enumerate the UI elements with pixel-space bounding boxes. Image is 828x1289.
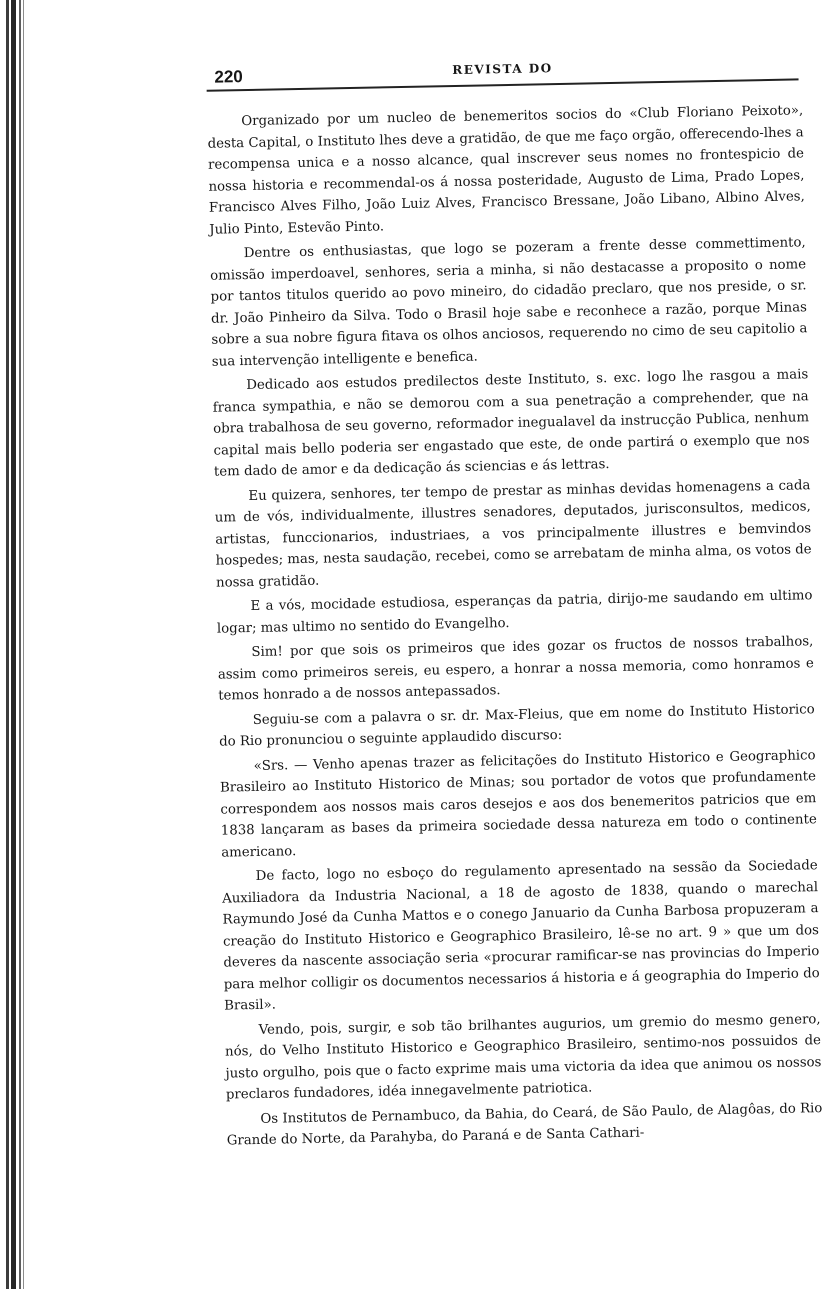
running-head: REVISTA DO bbox=[452, 61, 553, 78]
page-header bbox=[206, 48, 806, 88]
spine-edge-line bbox=[19, 0, 21, 1289]
page-number: 220 bbox=[214, 67, 243, 87]
paragraph: «Srs. — Venho apenas trazer as felicitações do Instituto Historico e Geographico Brasileiro ao Instituto Historico de Minas; sou portador de votos que profundamente correspondem aos nossos mais caros desejos e aos dos benemeritos patricios que em 1838 lançaram as bases da primeira sociedade dessa natureza em todo o continente americano. bbox=[219, 747, 817, 861]
paragraph: Eu quizera, senhores, ter tempo de prestar as minhas devidas homenagens a cada um de vós, individualmente, illustres senadores, deputados, jurisconsultos, medicos, artistas, funccionarios, industriaes, a vos principalmente illustres e bemvindos hospedes; mas, nesta saudação, recebei, como se arrebatam de minha alma, os votos de nossa gratidão. bbox=[214, 477, 812, 591]
paragraph: Dentre os enthusiastas, que logo se pozeram a frente desse commettimento, omissão imperdoavel, senhores, seria a minha, si não destacasse a proposito o nome por tantos titulos querido ao povo mineiro, do cidadão preclaro, que nos preside, o sr. dr. João Pinheiro da Silva. Todo o Brasil hoje sabe e reconhece a razão, porque Minas sobre a sua nobre figura fitava os olhos anciosos, requerendo no cimo de seu capitolio a sua intervenção intelligente e benefica. bbox=[210, 235, 808, 370]
paragraph: Vendo, pois, surgir, e sob tão brilhantes augurios, um gremio do mesmo genero, nós, do Velho Instituto Historico e Geographico Brasileiro, sentimo-nos possuidos de justo orgulho, pois que o facto exprime mais uma victoria da idea que animou os nossos preclaros fundadores, idéa innegavelmente patriotica. bbox=[224, 1011, 822, 1103]
paragraph: Sim! por que sois os primeiros que ides gozar os fructos de nossos trabalhos, assim como primeiros sereis, eu espero, a honrar a nossa memoria, como honramos e temos honrado a de nossos antepassados. bbox=[217, 634, 814, 704]
book-spine-shadow bbox=[0, 0, 26, 1289]
paragraph: E a vós, mocidade estudiosa, esperanças da patria, dirijo-me saudando em ultimo logar; mas ultimo no sentido do Evangelho. bbox=[216, 588, 813, 637]
spine-edge-line bbox=[6, 0, 9, 1289]
body-text bbox=[207, 100, 823, 1155]
spine-edge-line bbox=[11, 0, 16, 1289]
paragraph: Dedicado aos estudos predilectos deste Instituto, s. exc. logo lhe rasgou a mais franca sympathia, e não se demorou com a sua penetração a comprehender, que na obra trabalhosa de seu governo, reformador inegualavel da instrucção Publica, nenhum capital mais bello poderia ser engastado que este, de onde partirá o exemplo que nos tem dado de amor e da dedicação ás sciencias e ás lettras. bbox=[212, 367, 810, 480]
paragraph: Organizado por um nucleo de benemeritos socios do «Club Floriano Peixoto», desta Capital, o Instituto lhes deve a gratidão, de que me faço orgão, offerecendo-lhes a recompensa unica e a nosso alcance, qual inscrever seus nomes no frontespicio de nossa historia e recommendal-os á nossa posteridade, Augusto de Lima, Prado Lopes, Francisco Alves Filho, João Luiz Alves, Francisco Bressane, João Libano, Albino Alves, Julio Pinto, Estevão Pinto. bbox=[207, 103, 805, 238]
paragraph: Seguiu-se com a palavra o sr. dr. Max-Fleius, que em nome do Instituto Historico do Rio pronunciou o seguinte applaudido discurso: bbox=[219, 701, 815, 750]
paragraph: Os Institutos de Pernambuco, da Bahia, do Ceará, de São Paulo, de Alagôas, do Rio Grande do Norte, da Parahyba, do Paraná e de Santa Cathari- bbox=[226, 1100, 823, 1149]
scanned-page bbox=[206, 48, 828, 1289]
paragraph: De facto, logo no esboço do regulamento apresentado na sessão da Sociedade Auxiliadora da Industria Nacional, a 18 de agosto de 1838, quando o marechal Raymundo José da Cunha Mattos e o conego Januario da Cunha Barbosa propuzeram a creação do Instituto Historico e Geographico Brasileiro, lê-se no art. 9 » que um dos deveres da nascente associação seria «procurar ramificar-se nas provincias do Imperio para melhor colligir os documentos necessarios á historia e á geographia do Imperio do Brasil». bbox=[222, 858, 820, 1014]
spine-edge-line bbox=[23, 0, 24, 1289]
header-rule bbox=[207, 78, 799, 91]
